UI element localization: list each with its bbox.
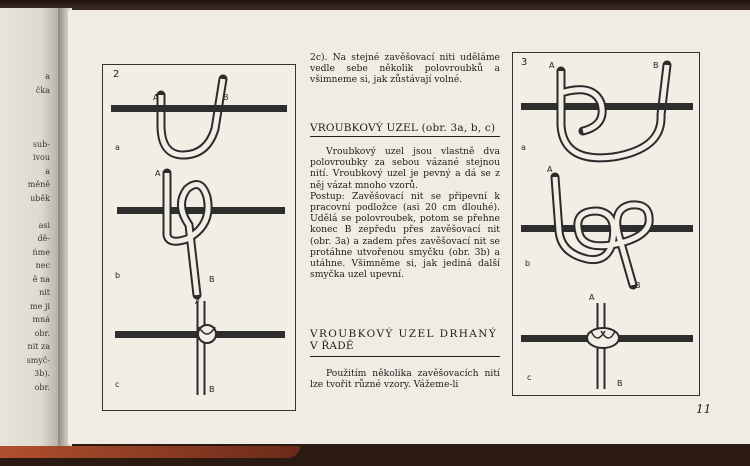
figure-2-sublabel-b: b xyxy=(115,271,121,280)
left-page-fragment: me ji xyxy=(30,301,50,311)
left-page-fragment: ě na xyxy=(32,274,50,284)
left-page-fragment: asi xyxy=(38,220,50,230)
figure-3-number: 3 xyxy=(521,57,528,68)
left-page-fragment: nec xyxy=(35,261,50,270)
figure-2b-label-a: A xyxy=(155,169,161,178)
section-1-heading-rule xyxy=(310,136,500,137)
page-number: 11 xyxy=(696,402,712,416)
left-page-fragment: a xyxy=(45,166,50,176)
left-page-fragment: a xyxy=(45,72,50,81)
figure-2b-label-b: B xyxy=(209,275,215,284)
left-page-fragment: obr. xyxy=(34,328,50,338)
figure-3-sublabel-b: b xyxy=(525,259,531,268)
section-2-heading xyxy=(310,328,500,352)
left-page-fragment: měně xyxy=(27,180,50,189)
figure-2c-label-a: A xyxy=(195,297,201,306)
section-2-paragraph: Použitím několika zavěšovacích nití lze tvořit různé vzory. Vážeme-li xyxy=(310,368,500,391)
intro-paragraph xyxy=(310,52,500,86)
left-page-fragment: dě- xyxy=(37,234,50,243)
figure-3-drawing xyxy=(513,53,699,395)
figure-3b-label-b: B xyxy=(635,281,641,290)
book-cover-red-edge xyxy=(0,446,300,458)
figure-2-drawing xyxy=(103,65,295,410)
figure-2-sublabel-c: c xyxy=(115,380,120,389)
section-1-body xyxy=(310,146,500,280)
figure-2a-thread xyxy=(161,79,223,155)
section-2-body xyxy=(310,368,500,390)
section-1-paragraph-1: Vroubkový uzel jsou vlastně dva polovroubky za sebou vázané stejnou nití. Vroubkový uzel je pevný a dá se z něj vázat mnoho vzorů. xyxy=(310,146,500,191)
right-page xyxy=(68,10,750,444)
figure-3c-label-b: B xyxy=(617,379,623,388)
section-1-paragraph-2: Postup: Zavěšovací nit se připevní k pracovní podložce (asi 20 cm dlouhé). Udělá se polovroubek, potom se přehne konec B zepředu přes zavěšovací nit (obr. 3a) a zadem přes zavěšovací nit se protáhne utvořenou smyčku (obr. 3b) a utáhne. Všimněme si, jak jediná další smyčka uzel upevní. xyxy=(310,190,500,281)
section-1-heading: VROUBKOVÝ UZEL (obr. 3a, b, c) xyxy=(310,122,496,134)
figure-3a-label-a: A xyxy=(549,61,555,70)
left-page-fragment: ńme xyxy=(32,247,50,257)
figure-3c-label-a: A xyxy=(589,293,595,302)
figure-2a-label-a: A xyxy=(153,93,159,102)
left-page-fragment: mná xyxy=(32,315,50,324)
left-page-fragment: obr. xyxy=(34,382,50,392)
figure-3-sublabel-c: c xyxy=(527,373,532,382)
figure-3a-label-b: B xyxy=(653,61,659,70)
left-page-fragment: sub- xyxy=(32,139,50,149)
figure-2 xyxy=(102,64,296,411)
figure-3-sublabel-a: a xyxy=(521,143,526,152)
figure-3 xyxy=(512,52,700,396)
left-page-fragment: nit za xyxy=(27,342,50,351)
left-page-fragment: 3b). xyxy=(34,369,50,378)
figure-2a-label-b: B xyxy=(223,93,229,102)
figure-2c-label-b: B xyxy=(209,385,215,394)
section-2-heading-line-1: VROUBKOVÝ UZEL DRHANÝ xyxy=(310,328,498,340)
left-page-fragment: smyč- xyxy=(26,355,50,365)
intro-paragraph-text: 2c). Na stejné zavěšovací niti uděláme vedle sebe několik polovroubků a všimneme si, jak zůstávají volné. xyxy=(310,52,500,86)
figure-2-sublabel-a: a xyxy=(115,143,120,152)
figure-3b-label-a: A xyxy=(547,165,553,174)
left-page-fragment: uběk xyxy=(30,193,50,203)
section-2-heading-line-2: V ŘADĚ xyxy=(310,340,354,352)
left-page-fragment: nit xyxy=(39,288,50,297)
figure-2-number: 2 xyxy=(113,69,120,80)
left-page-fragment: ivou xyxy=(32,153,50,162)
left-page-fragment: čka xyxy=(35,85,50,95)
left-page xyxy=(0,8,58,448)
section-2-heading-rule xyxy=(310,356,500,357)
